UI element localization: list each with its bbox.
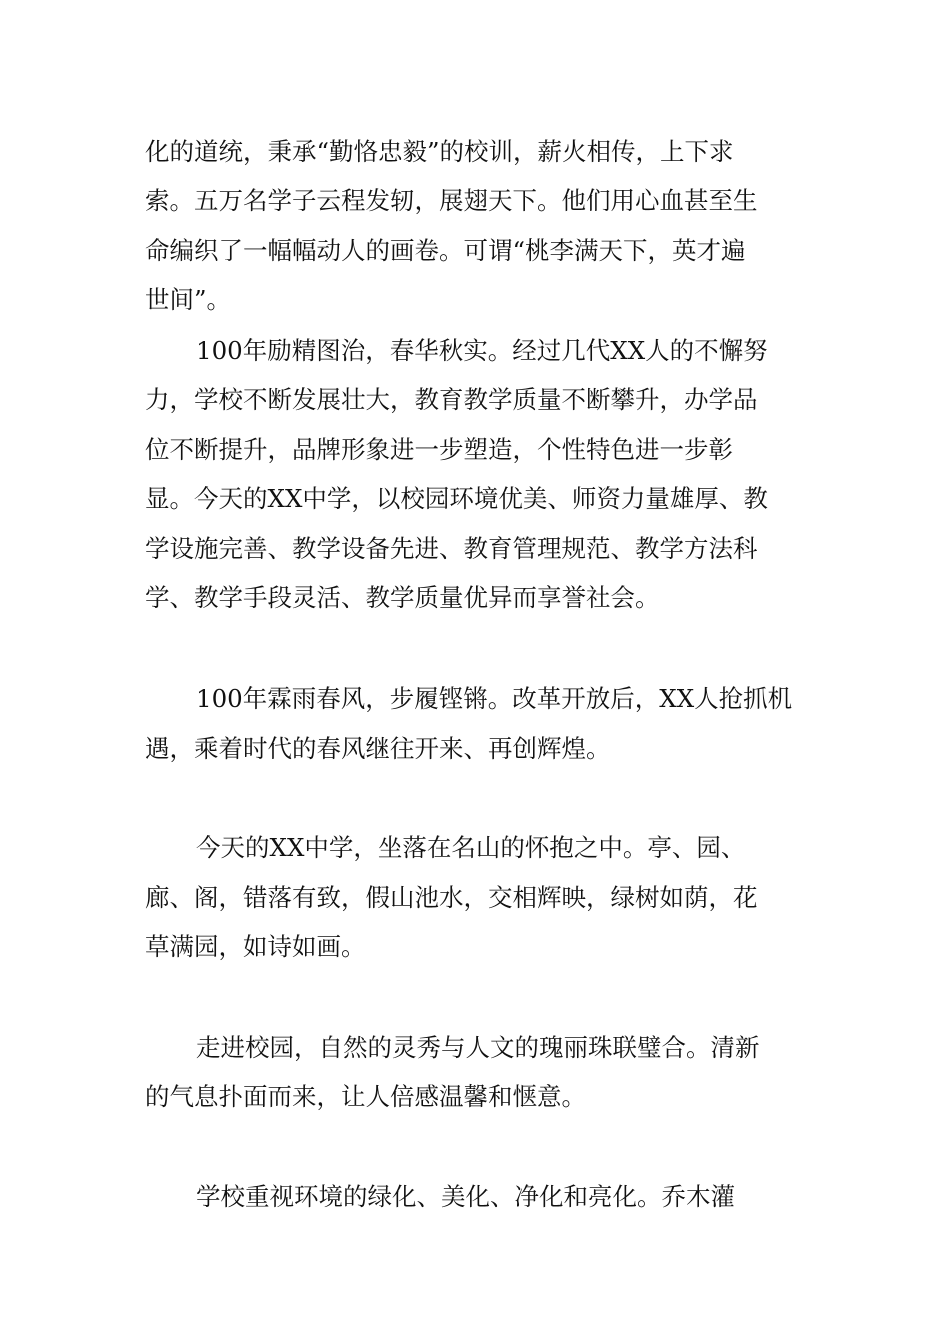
- text-line: 化的道统，秉承“勤恪忠毅”的校训，薪火相传，上下求: [145, 137, 734, 166]
- text-line: 学设施完善、教学设备先进、教育管理规范、教学方法科: [145, 534, 758, 563]
- text-line: 索。五万名学子云程发轫，展翅天下。他们用心血甚至生: [145, 186, 758, 215]
- paragraph-first-line: 学校重视环境的绿化、美化、净化和亮化。乔木灌: [196, 1182, 735, 1211]
- paragraph-first-line: 今天的XX中学，坐落在名山的怀抱之中。亭、园、: [196, 833, 746, 862]
- text-line: 学、教学手段灵活、教学质量优异而享誉社会。: [145, 583, 660, 612]
- text-line: 世间”。: [145, 285, 232, 314]
- text-line: 遇，乘着时代的春风继往开来、再创辉煌。: [145, 734, 611, 763]
- text-line: 显。今天的XX中学，以校园环境优美、师资力量雄厚、教: [145, 484, 768, 513]
- text-line: 的气息扑面而来，让人倍感温馨和惬意。: [145, 1082, 586, 1111]
- paragraph-first-line: 100年霖雨春风，步履铿锵。改革开放后，XX人抢抓机: [196, 684, 793, 713]
- paragraph-first-line: 100年励精图治，春华秋实。经过几代XX人的不懈努: [196, 336, 768, 365]
- text-line: 力，学校不断发展壮大，教育教学质量不断攀升，办学品: [145, 385, 758, 414]
- text-line: 命编织了一幅幅动人的画卷。可谓“桃李满天下，英才遍: [145, 236, 746, 265]
- paragraph-first-line: 走进校园，自然的灵秀与人文的瑰丽珠联璧合。清新: [196, 1033, 760, 1062]
- text-line: 位不断提升，品牌形象进一步塑造，个性特色进一步彰: [145, 435, 733, 464]
- text-line: 草满园，如诗如画。: [145, 932, 366, 961]
- text-line: 廊、阁，错落有致，假山池水，交相辉映，绿树如荫，花: [145, 883, 758, 912]
